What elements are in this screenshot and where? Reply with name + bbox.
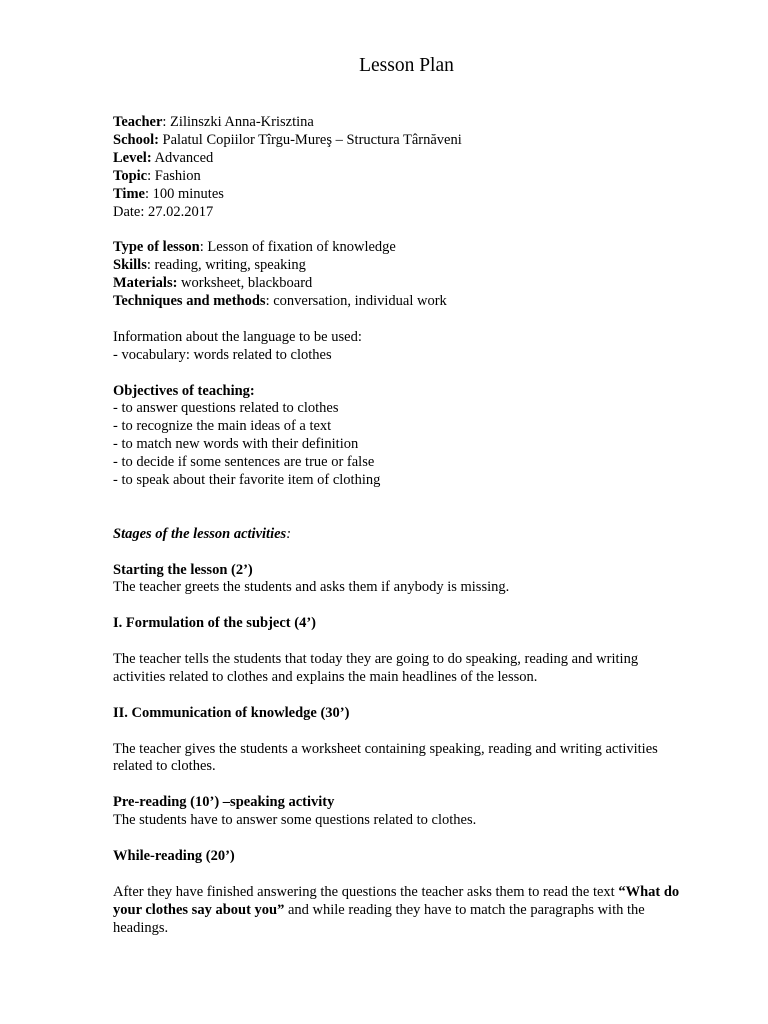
time-label: Time	[113, 185, 145, 202]
school-value: Palatul Copiilor Tîrgu-Mureş – Structura Târnăveni	[158, 131, 462, 148]
starting-text: The teacher greets the students and asks them if anybody is missing.	[113, 579, 510, 596]
objective-item: - to decide if some sentences are true or false	[113, 454, 375, 471]
school-line	[113, 132, 693, 150]
formulation-heading: I. Formulation of the subject (4’)	[113, 615, 316, 632]
techniques-line	[113, 293, 693, 311]
techniques-value: : conversation, individual work	[265, 293, 447, 310]
techniques-label: Techniques and methods	[113, 293, 266, 310]
time-line	[113, 186, 693, 204]
type-line	[113, 239, 693, 257]
topic-label: Topic	[113, 167, 148, 184]
date-line: Date: 27.02.2017	[113, 203, 214, 220]
materials-label: Materials:	[113, 275, 178, 292]
prereading-heading: Pre-reading (10’) –speaking activity	[113, 794, 335, 811]
teacher-value: : Zilinszki Anna-Krisztina	[162, 114, 314, 130]
document-body	[113, 114, 693, 938]
type-label: Type of lesson	[113, 239, 200, 256]
teacher-label: Teacher	[113, 114, 163, 130]
starting-heading: Starting the lesson (2’)	[113, 561, 253, 578]
materials-value: worksheet, blackboard	[177, 275, 313, 292]
objective-item: - to match new words with their definition	[113, 436, 359, 453]
language-info-heading: Information about the language to be used:	[113, 328, 362, 345]
level-label: Level:	[113, 149, 152, 166]
time-value: : 100 minutes	[144, 185, 224, 202]
materials-line	[113, 275, 693, 293]
whilereading-heading: While-reading (20’)	[113, 847, 235, 864]
prereading-text: The students have to answer some questions related to clothes.	[113, 812, 477, 829]
topic-value: : Fashion	[147, 167, 201, 184]
school-label: School:	[113, 131, 159, 148]
communication-heading: II. Communication of knowledge (30’)	[113, 704, 350, 721]
communication-text: The teacher gives the students a worksheet containing speaking, reading and writing activities related to clothes.	[113, 740, 658, 775]
type-value: : Lesson of fixation of knowledge	[199, 239, 396, 256]
teacher-line	[113, 114, 693, 132]
stages-heading: Stages of the lesson activities:	[113, 525, 292, 542]
skills-label: Skills	[113, 257, 147, 274]
level-line	[113, 150, 693, 168]
topic-line	[113, 168, 693, 186]
objective-item: - to speak about their favorite item of clothing	[113, 472, 381, 489]
formulation-text: The teacher tells the students that today they are going to do speaking, reading and writing activities related to clothes and explains the main headlines of the lesson.	[113, 651, 639, 685]
skills-value: : reading, writing, speaking	[146, 257, 306, 274]
objectives-heading: Objectives of teaching:	[113, 382, 255, 399]
vocabulary-line: - vocabulary: words related to clothes	[113, 346, 332, 363]
objective-item: - to recognize the main ideas of a text	[113, 418, 332, 435]
skills-line	[113, 257, 693, 275]
whilereading-text: After they have finished answering the questions the teacher asks them to read the text “What do your clothes say about you” and while reading they have to match the paragraphs with the headings.	[113, 883, 680, 936]
level-value: Advanced	[151, 149, 214, 166]
page-title: Lesson Plan	[359, 55, 454, 76]
objective-item: - to answer questions related to clothes	[113, 400, 339, 417]
